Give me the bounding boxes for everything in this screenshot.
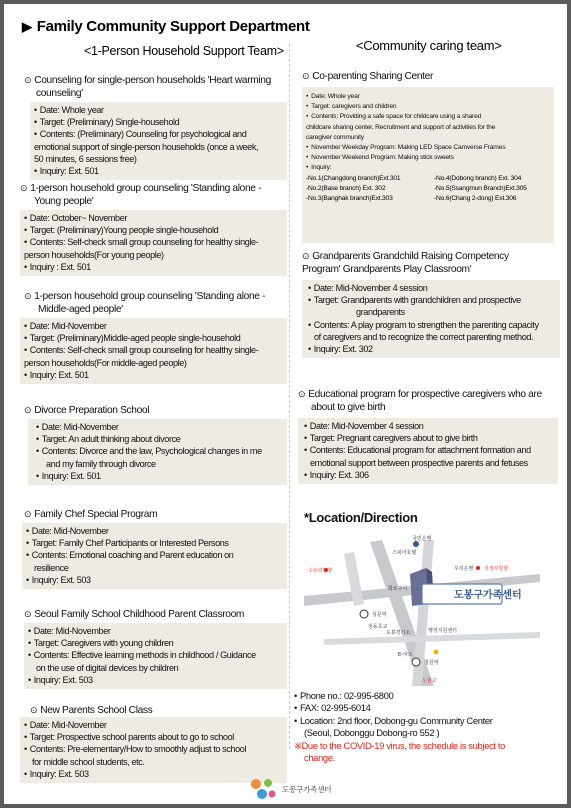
footer-logo (248, 776, 331, 802)
program-section (24, 508, 287, 589)
team-title-right: <Community caring team> (356, 38, 502, 53)
team-title-left: <1-Person Household Support Team> (84, 44, 284, 58)
fax-number: FAX: 02-995-6014 (299, 702, 371, 714)
map-label: E-마트 (398, 652, 413, 658)
program-details: • Date: Mid-November • Target: Family Chef Participants or Interested Persons • Contents: Emotional coaching and Parent education on resilience • Inquiry: Ext. 503 (22, 523, 287, 589)
circle-dot-icon: ⊙ (24, 291, 32, 301)
station-marker-icon (360, 610, 368, 618)
map-label: 행정지원센터 (428, 628, 457, 634)
circle-dot-icon: ⊙ (30, 705, 38, 715)
address-line-2: (Seoul, Dobonggu Dobong-ro 552 ) (304, 727, 440, 739)
circle-dot-icon: ⊙ (24, 609, 32, 619)
program-details: • Date: Mid-November • Target: Prospective school parents about to go to school • Contents: Pre-elementary/How to smoothly adjust to school for middle school students, etc. • Inquiry: Ext. 503 (20, 717, 287, 783)
program-section (24, 404, 287, 485)
triangle-icon: ▶ (22, 19, 32, 34)
program-section (24, 704, 287, 783)
circle-dot-icon: ⊙ (20, 183, 28, 193)
logo-mark-icon (248, 776, 278, 802)
contact-info: • Phone no.: 02-995-6800 • FAX: 02-995-6014 • Location: 2nd floor, Dobong-gu Community Center (Seoul, Dobonggu Dobong-ro 552 ) ※Due to the COVID-19 virus, the schedule is subject to change. (294, 690, 564, 764)
map-label: 수유리방향 (308, 568, 333, 574)
program-section (24, 290, 287, 384)
program-details: • Date: Mid-November • Target: Caregivers with young children • Contents: Effective learning methods in childhood / Guidance on the use of digital devices by children • Inquiry: Ext. 503 (24, 623, 287, 689)
program-section (298, 388, 558, 484)
map-label: 노원교 (422, 678, 437, 684)
program-details: • Date: Mid-November 4 session • Target: Pregnant caregivers about to give birth • Contents: Educational program for attachment formation and emotional support between prospective parents and fetuses • Inquiry: Ext. 306 (298, 418, 558, 484)
inquiry-row: -No.3(Banghak branch)Ext.303 -No.6(Chang 2-dong) Ext.306 (306, 195, 517, 203)
direction-marker-icon (476, 566, 480, 570)
program-section (24, 608, 287, 689)
location-title: *Location/Direction (304, 510, 418, 525)
map-label: 도봉경기소 (386, 630, 411, 636)
map-label: 성문역 (372, 612, 387, 618)
map-label: 화로구이 (388, 586, 408, 592)
program-title: ⊙ Family Chef Special Program (24, 509, 158, 520)
covid-notice-2: change. (304, 752, 335, 764)
program-title: ⊙ Seoul Family School Childhood Parent Classroom (24, 609, 245, 620)
program-details: • Date: Mid-November • Target: (Preliminary)Middle-aged people single-household • Contents: Self-check small group counseling for healthy single- person households(For middle-aged people) • Inquiry: Ext. 501 (20, 318, 287, 384)
circle-dot-icon: ⊙ (24, 405, 32, 415)
map-label: 우리은행 (454, 566, 474, 572)
program-title: ⊙ Co-parenting Sharing Center (302, 71, 434, 82)
logo-text: 도봉구가족센터 (282, 784, 332, 794)
program-details: • Date: Mid-November • Target: An adult thinking about divorce • Contents: Divorce and the law, Psychological changes in me and my family through divorce • Inquiry: Ext. 501 (28, 419, 287, 485)
program-section (20, 182, 287, 276)
department-title: ▶ Family Community Support Department (22, 18, 310, 35)
program-details: • Date: Mid-November 4 session • Target: Grandparents with grandchildren and prospective grandparents • Contents: A play program to strengthen the parenting capacity of caregivers and to recognize the correct parenting method. • Inquiry: Ext. 302 (302, 280, 560, 358)
station-marker-icon (412, 658, 420, 666)
map-label: 스피어호텔 (392, 550, 417, 556)
program-title: ⊙ 1-person household group counseling 'Standing alone - Young people' (20, 183, 262, 207)
circle-dot-icon: ⊙ (302, 251, 310, 261)
flyer-page (4, 4, 567, 804)
program-title: ⊙ Grandparents Grandchild Raising Competency Program' Grandparents Play Classroom' (302, 251, 509, 275)
program-section (302, 70, 554, 243)
circle-dot-icon: ⊙ (24, 75, 32, 85)
map-label: 국민은행 (412, 536, 432, 542)
location-map (304, 534, 540, 686)
program-section (302, 250, 560, 358)
inquiry-row: -No.2(Base branch) Ext. 302 -No.5(Ssangmun Branch)Ext.305 (306, 184, 527, 192)
map-label: 의정부방향 (484, 566, 509, 572)
circle-dot-icon: ⊙ (298, 389, 306, 399)
program-title: ⊙ Divorce Preparation School (24, 405, 150, 416)
program-details: • Date: October~ November • Target: (Preliminary)Young people single-household • Contents: Self-check small group counseling for healthy single- person households(For young people) • Inquiry : Ext. 501 (20, 210, 287, 276)
program-title: ⊙ Counseling for single-person households 'Heart warming counseling' (24, 75, 271, 99)
covid-notice: ※Due to the COVID-19 virus, the schedule is subject to (294, 739, 505, 751)
map-label: 청원역 (424, 660, 439, 666)
address-line: Location: 2nd floor, Dobong-gu Community Center (299, 714, 493, 726)
program-section (24, 74, 287, 180)
program-details: • Date: Whole year • Target: (Preliminary) Single-household • Contents: (Preliminary) Counseling for psychological and emotional support of single-person households (once a week, 50 minutes, 6 sessions free) • Inquiry: Ext. 501 (30, 102, 287, 180)
program-details: • Date: Whole year • Target: caregivers and children • Contents: Providing a safe space for childcare using a shared childcare sharing center, Recruitment and support of activities for the caregiver community • November Weekday Program: Making LED Space Camverse Frames • November Weekend Program: Making stick sweets • Inquiry: -No.1(Changdong branch)Ext.301 -No.4(Dobong branch) Ext. 304 -No.2(Base branch) Ext. 302 -No.5(Ssangmun Branch)Ext.305 -No.3(Banghak branch)Ext.303 -No.6(Chang 2-dong) Ext.306 (302, 87, 554, 243)
map-label: 창동초교 (368, 624, 388, 630)
family-center-logo (248, 776, 278, 802)
program-title: ⊙ Educational program for prospective caregivers who are about to give birth (298, 389, 542, 413)
column-divider (289, 44, 290, 749)
map-center-label: 도봉구가족센터 (454, 590, 522, 601)
circle-dot-icon: ⊙ (302, 71, 310, 81)
circle-dot-icon: ⊙ (24, 509, 32, 519)
program-title: ⊙ 1-person household group counseling 'Standing alone - Middle-aged people' (24, 291, 266, 315)
inquiry-row: -No.1(Changdong branch)Ext.301 -No.4(Dobong branch) Ext. 304 (306, 174, 522, 182)
program-title: ⊙ New Parents School Class (30, 705, 153, 716)
map-image (304, 534, 540, 686)
phone-number: Phone no.: 02-995-6800 (299, 690, 394, 701)
mart-marker-icon (434, 650, 439, 655)
